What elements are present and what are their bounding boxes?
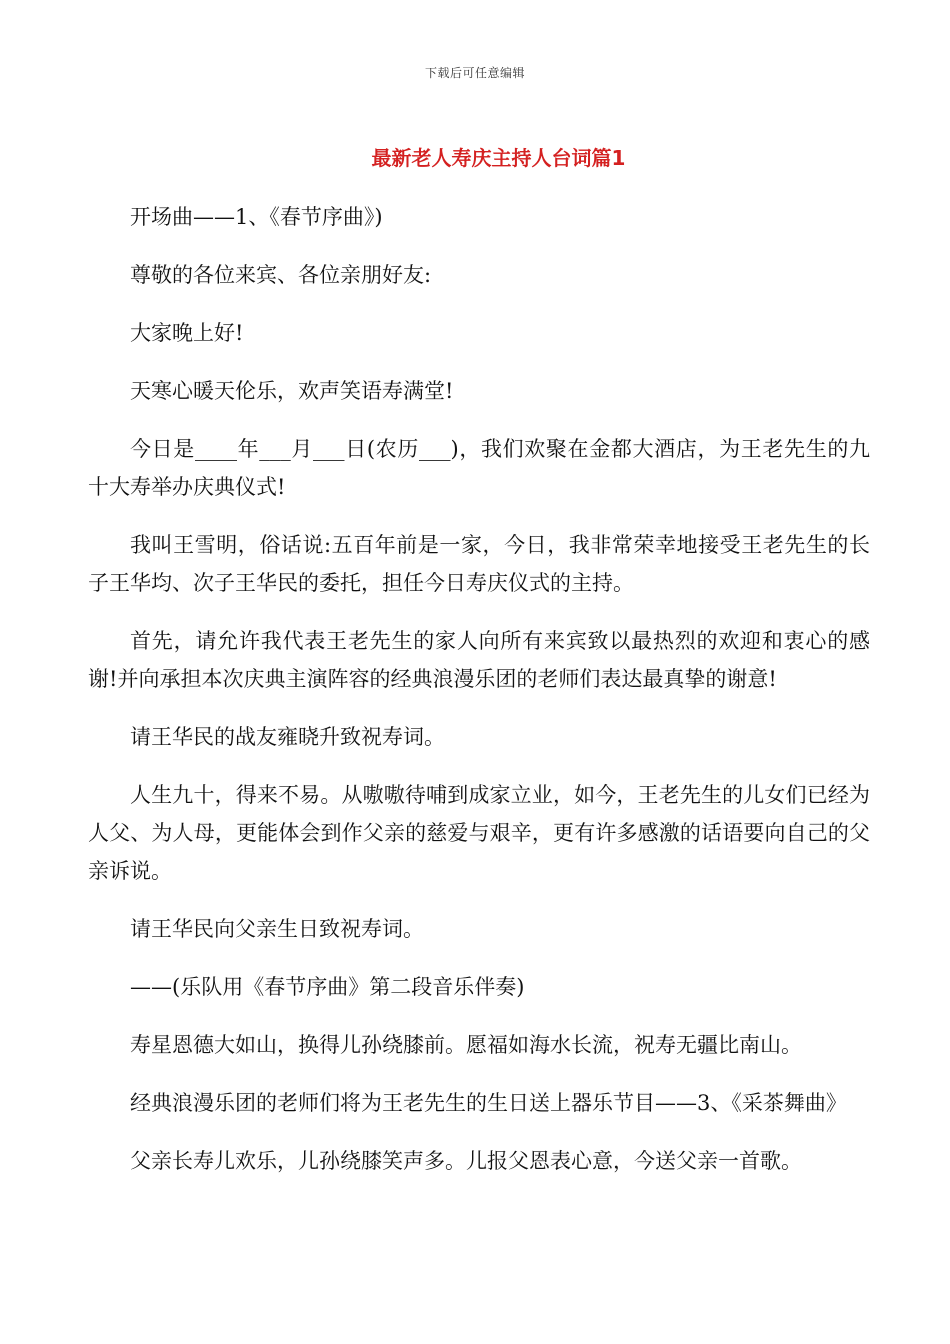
document-body [88, 198, 870, 1200]
paragraph: 请王华民向父亲生日致祝寿词。 [130, 917, 424, 941]
header-note: 下载后可任意编辑 [424, 66, 525, 80]
paragraph: 寿星恩德大如山，换得儿孙绕膝前。愿福如海水长流，祝寿无疆比南山。 [130, 1033, 802, 1057]
paragraph: 我叫王雪明，俗话说:五百年前是一家，今日，我非常荣幸地接受王老先生的长子王华均、次子王华民的委托，担任今日寿庆仪式的主持。 [88, 533, 870, 595]
paragraph: 请王华民的战友雍晓升致祝寿词。 [130, 725, 445, 749]
paragraph: 开场曲——1、《春节序曲》) [130, 205, 383, 229]
paragraph: ——(乐队用《春节序曲》第二段音乐伴奏) [130, 975, 525, 999]
paragraph: 经典浪漫乐团的老师们将为王老先生的生日送上器乐节目——3、《采茶舞曲》 [130, 1091, 847, 1115]
document-title: 最新老人寿庆主持人台词篇1 [371, 146, 626, 170]
paragraph: 人生九十，得来不易。从嗷嗷待哺到成家立业，如今，王老先生的儿女们已经为人父、为人母，更能体会到作父亲的慈爱与艰辛，更有许多感激的话语要向自己的父亲诉说。 [88, 783, 870, 883]
paragraph: 天寒心暖天伦乐，欢声笑语寿满堂! [130, 379, 454, 403]
paragraph: 今日是____年___月___日(农历___)，我们欢聚在金都大酒店，为王老先生的九十大寿举办庆典仪式! [88, 437, 870, 499]
paragraph: 大家晚上好! [130, 321, 244, 345]
paragraph: 首先，请允许我代表王老先生的家人向所有来宾致以最热烈的欢迎和衷心的感谢!并向承担本次庆典主演阵容的经典浪漫乐团的老师们表达最真挚的谢意! [88, 629, 870, 691]
paragraph: 尊敬的各位来宾、各位亲朋好友: [130, 263, 432, 287]
paragraph: 父亲长寿儿欢乐，儿孙绕膝笑声多。儿报父恩表心意，今送父亲一首歌。 [130, 1149, 802, 1173]
